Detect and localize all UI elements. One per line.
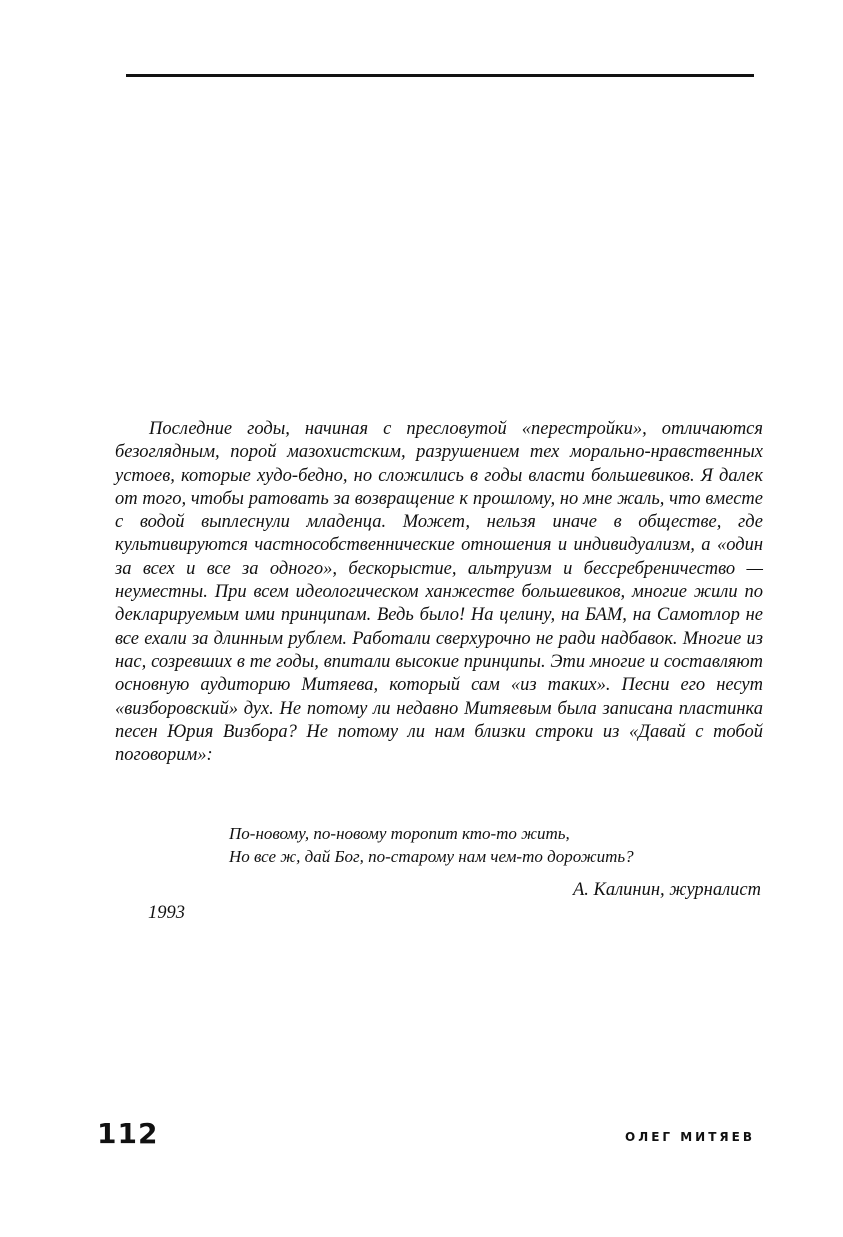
year: 1993 (148, 903, 185, 923)
article-text (115, 418, 763, 767)
verse-quote (229, 822, 634, 868)
verse-line: Но все ж, дай Бог, по-старому нам чем-то дорожить? (229, 847, 634, 866)
top-rule (126, 74, 754, 77)
author-signature: А. Калинин, журналист (573, 880, 761, 900)
article-paragraph: Последние годы, начиная с пресловутой «перестройки», отличаются безоглядным, порой мазохистским, разрушением тех морально-нравственных устоев, которые худо-бедно, но сложились в годы власти большевиков. Я далек от того, чтобы ратовать за возвращение к прошлому, но мне жаль, что вместе с водой выплеснули младенца. Может, нельзя иначе в обществе, где культивируются частнособственнические отношения и индивидуализм, а «один за всех и все за одного», бескорыстие, альтруизм и бессребреничество — неуместны. При всем идеологическом ханжестве большевиков, многие жили по декларируемым ими принципам. Ведь было! На целину, на БАМ, на Самотлор не все ехали за длинным рублем. Работали сверхурочно не ради надбавок. Многие из нас, созревших в те годы, впитали высокие принципы. Эти многие и составляют основную аудиторию Митяева, который сам «из таких». Песни его несут «визборовский» дух. Не потому ли недавно Митяевым была записана пластинка песен Юрия Визбора? Не потому ли нам близки строки из «Давай с тобой поговорим»: (115, 419, 763, 766)
verse-line: По-новому, по-новому торопит кто-то жить, (229, 824, 570, 843)
page-number: 112 (97, 1117, 159, 1150)
running-head: ОЛЕГ МИТЯЕВ (625, 1130, 755, 1144)
